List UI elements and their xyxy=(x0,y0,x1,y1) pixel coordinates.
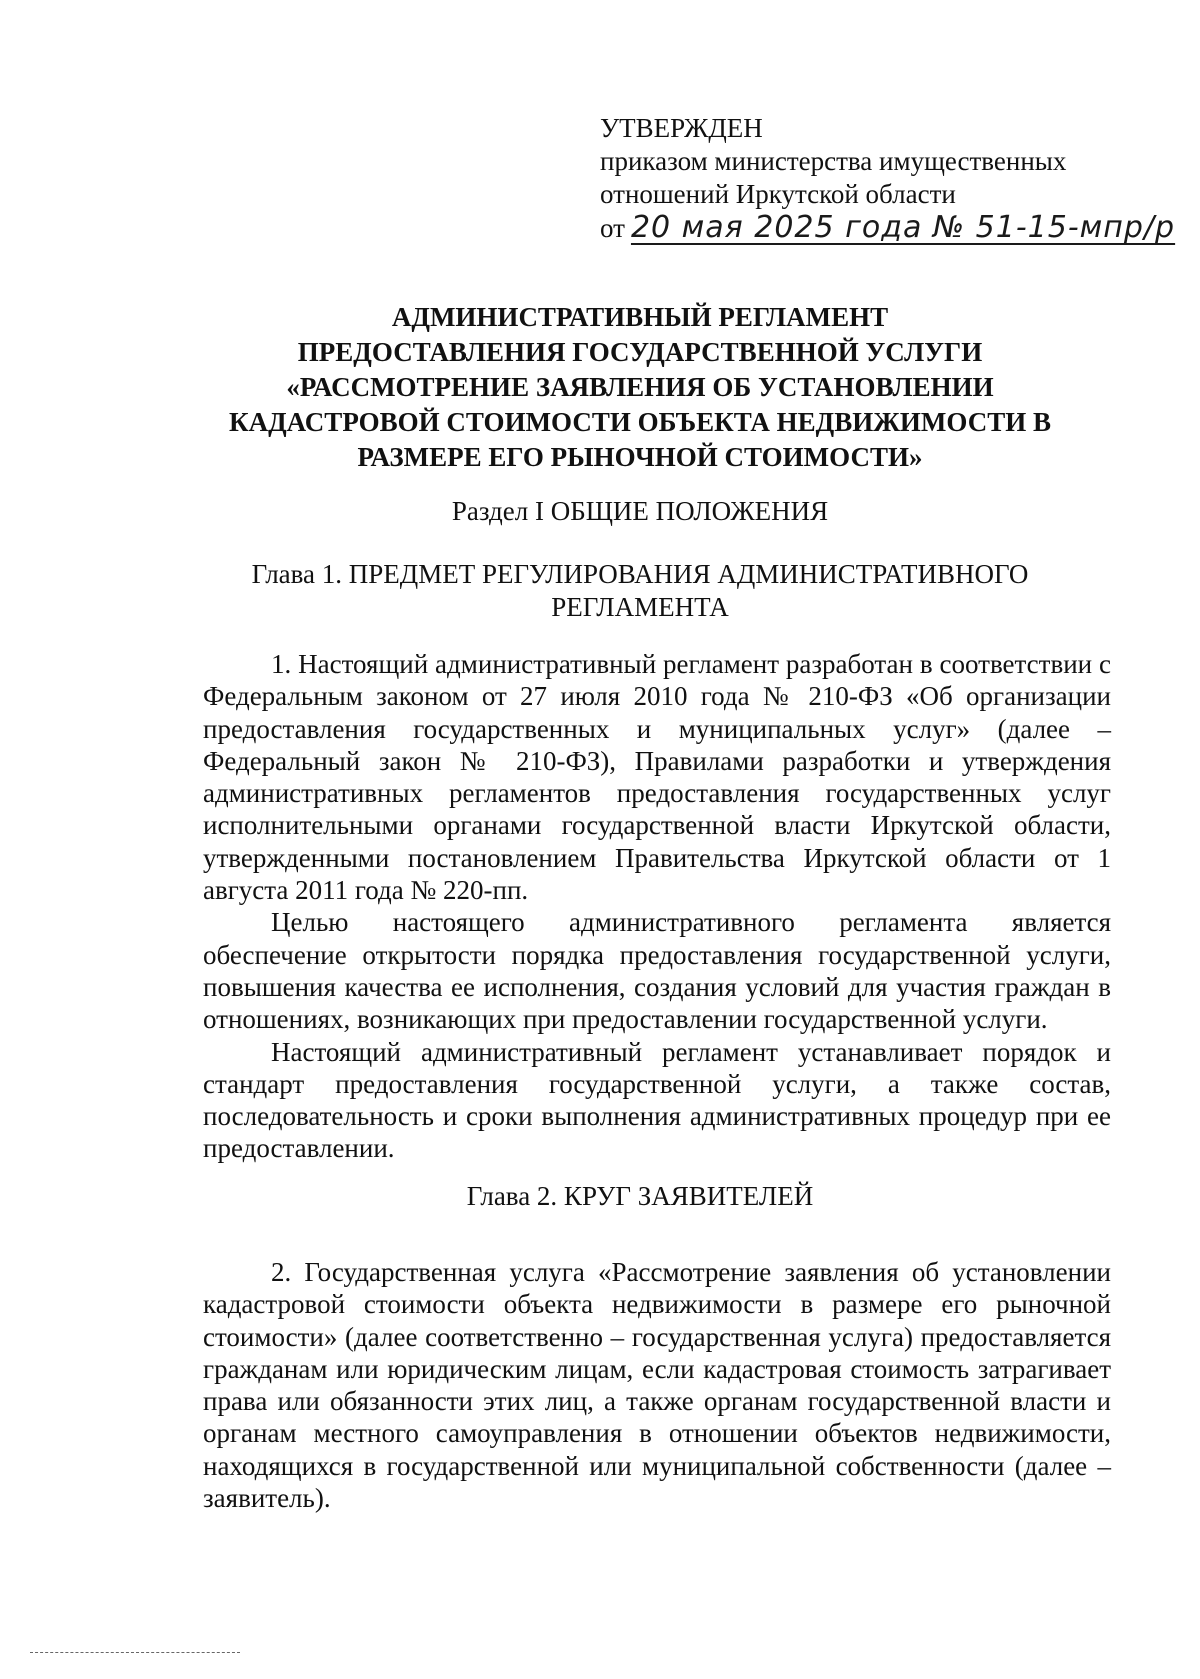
paragraph: 2. Государственная услуга «Рассмотрение заявления об установлении кадастровой стоимости объекта недвижимости в размере его рыночной стоимости» (далее соответственно – государственная услуга) предоставляется гражданам или юридическим лицам, если кадастровая стоимость затрагивает права или обязанности этих лиц, а также органам государственной власти и органам местного самоуправления в отношении объектов недвижимости, находящихся в государственной или муниципальной собственности (далее – заявитель). xyxy=(203,1257,1111,1514)
chapter-1-heading-line: Глава 1. ПРЕДМЕТ РЕГУЛИРОВАНИЯ АДМИНИСТРАТИВНОГО xyxy=(251,559,1029,589)
chapter-1-heading xyxy=(200,558,1080,624)
approval-date-line xyxy=(600,210,1176,245)
approval-stamp xyxy=(600,112,1176,245)
section-heading: Раздел I ОБЩИЕ ПОЛОЖЕНИЯ xyxy=(451,496,829,526)
chapter-1-heading-line: РЕГЛАМЕНТА xyxy=(551,592,729,622)
approval-date-prefix: от xyxy=(600,213,625,243)
footnote-separator xyxy=(30,1652,240,1653)
title-line: РАЗМЕРЕ ЕГО РЫНОЧНОЙ СТОИМОСТИ» xyxy=(357,442,923,472)
approval-order-line: приказом министерства имущественных xyxy=(600,146,1067,176)
title-line: ПРЕДОСТАВЛЕНИЯ ГОСУДАРСТВЕННОЙ УСЛУГИ xyxy=(297,337,983,367)
paragraph: Настоящий административный регламент устанавливает порядок и стандарт предоставления государственной услуги, а также состав, последовательность и сроки выполнения административных процедур при ее предоставлении. xyxy=(203,1036,1111,1164)
title-line: «РАССМОТРЕНИЕ ЗАЯВЛЕНИЯ ОБ УСТАНОВЛЕНИИ xyxy=(286,372,994,402)
chapter-2-heading: Глава 2. КРУГ ЗАЯВИТЕЛЕЙ xyxy=(466,1181,814,1211)
approval-ministry-line: отношений Иркутской области xyxy=(600,179,956,209)
chapter-1-body xyxy=(203,648,1111,1165)
chapter-2-body xyxy=(203,1256,1111,1514)
approval-title: УТВЕРЖДЕН xyxy=(600,113,763,143)
paragraph: 1. Настоящий административный регламент разработан в соответствии с Федеральным законом от 27 июля 2010 года № 210-ФЗ «Об организации предоставления государственных и муниципальных услуг» (далее – Федеральный закон № 210-ФЗ), Правилами разработки и утверждения административных регламентов предоставления государственных услуг исполнительными органами государственной власти Иркутской области, утвержденными постановлением Правительства Иркутской области от 1 августа 2011 года № 220-пп. xyxy=(203,649,1111,906)
document-title xyxy=(200,300,1080,475)
title-line: КАДАСТРОВОЙ СТОИМОСТИ ОБЪЕКТА НЕДВИЖИМОСТИ В xyxy=(229,407,1051,437)
approval-date-handwritten: 20 мая 2025 года № 51-15-мпр/р xyxy=(630,210,1176,245)
title-line: АДМИНИСТРАТИВНЫЙ РЕГЛАМЕНТ xyxy=(391,302,889,332)
paragraph: Целью настоящего административного регламента является обеспечение открытости порядка предоставления государственной услуги, повышения качества ее исполнения, создания условий для участия граждан в отношениях, возникающих при предоставлении государственной услуги. xyxy=(203,907,1111,1035)
